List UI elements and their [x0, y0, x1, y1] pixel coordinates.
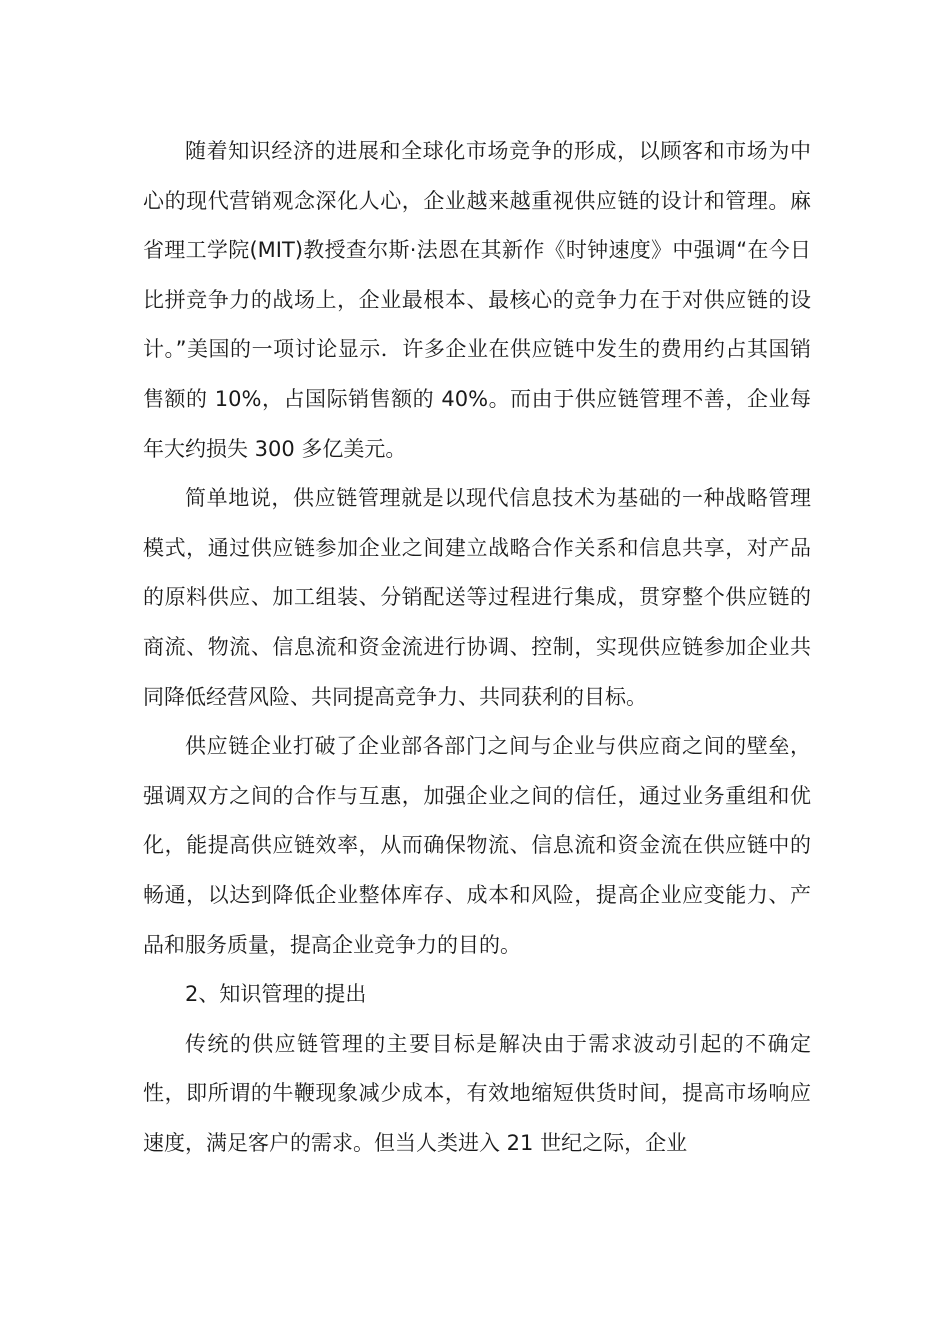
paragraph-supply-chain-definition: 简单地说，供应链管理就是以现代信息技术为基础的一种战略管理模式，通过供应链参加企业之间建立战略合作关系和信息共享，对产品的原料供应、加工组装、分销配送等过程进行集成，贯穿整个供应链的商流、物流、信息流和资金流进行协调、控制，实现供应链参加企业共同降低经营风险、共同提高竞争力、共同获利的目标。 [143, 486, 811, 709]
paragraph-traditional-supply-chain: 传统的供应链管理的主要目标是解决由于需求波动引起的不确定性，即所谓的牛鞭现象减少成本，有效地缩短供货时间，提高市场响应速度，满足客户的需求。但当人类进入 21 世纪之际，企业 [143, 1031, 811, 1155]
paragraph-intro-supply-chain: 随着知识经济的进展和全球化市场竞争的形成，以顾客和市场为中心的现代营销观念深化人心，企业越来越重视供应链的设计和管理。麻省理工学院(MIT)教授查尔斯·法恩在其新作《时钟速度》中强调“在今日比拼竞争力的战场上，企业最根本、最核心的竞争力在于对供应链的设计。”美国的一项讨论显示．许多企业在供应链中发生的费用约占其国销售额的 10%，占国际销售额的 40%。而由于供应链管理不善，企业每年大约损失 300 多亿美元。 [143, 139, 811, 461]
section-heading-knowledge-management: 2、知识管理的提出 [185, 982, 367, 1007]
paragraph-supply-chain-benefits: 供应链企业打破了企业部各部门之间与企业与供应商之间的壁垒，强调双方之间的合作与互惠，加强企业之间的信任，通过业务重组和优化，能提高供应链效率，从而确保物流、信息流和资金流在供应链中的畅通，以达到降低企业整体库存、成本和风险，提高企业应变能力、产品和服务质量，提高企业竞争力的目的。 [143, 734, 811, 957]
document-page [143, 127, 811, 1168]
